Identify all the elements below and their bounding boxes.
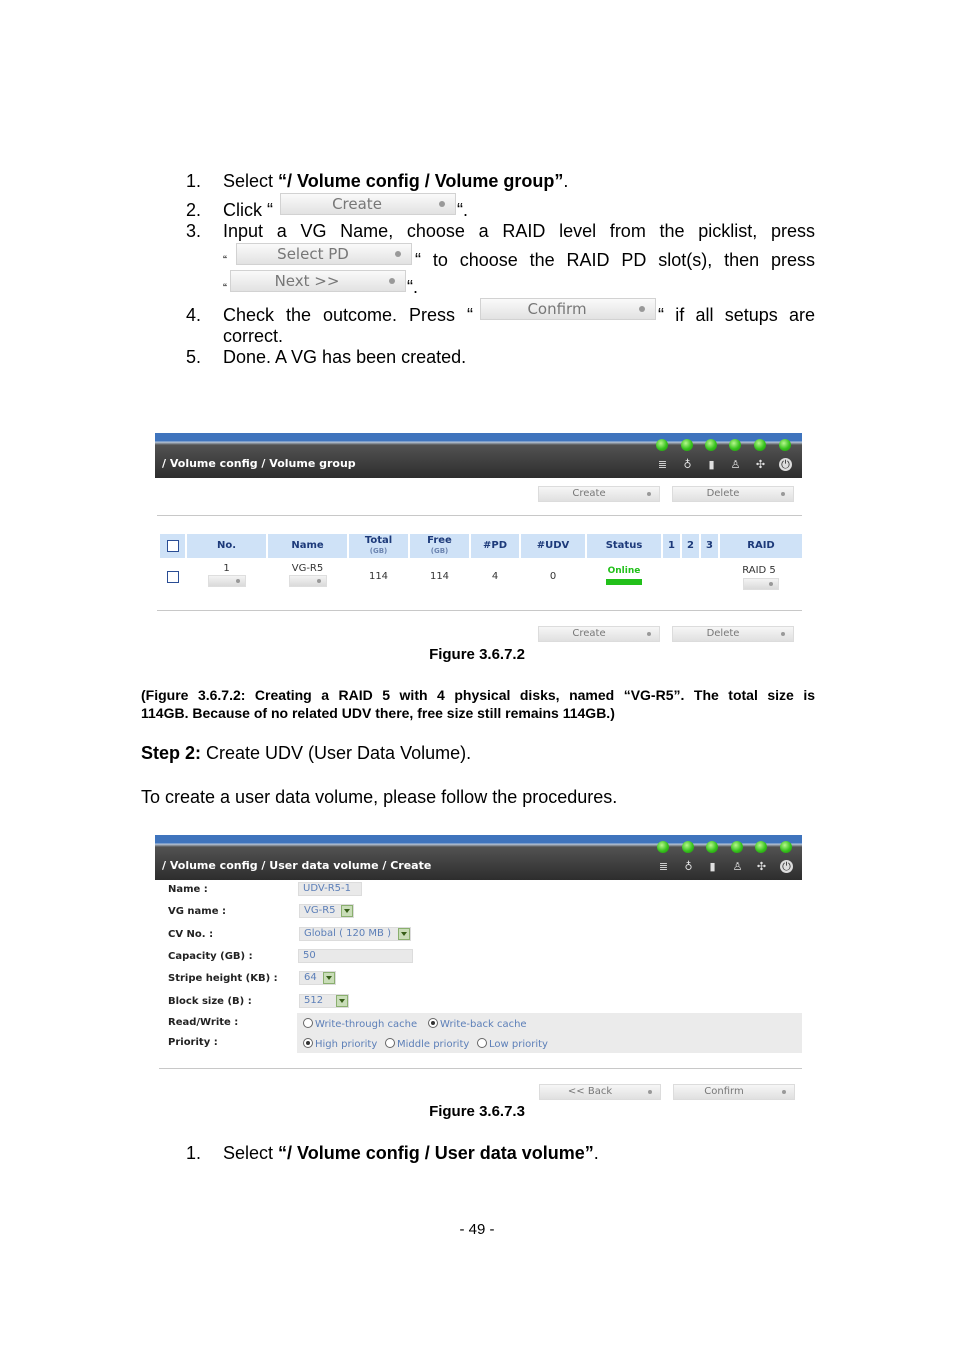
status-led <box>682 841 694 853</box>
col-label-text: Total <box>364 535 393 546</box>
radio-label: Middle priority <box>397 1039 470 1050</box>
col-3 <box>701 534 718 558</box>
button-dot <box>639 306 645 312</box>
col-name <box>268 534 347 558</box>
button-label: Confirm <box>704 1086 744 1097</box>
col-label: No. <box>216 540 237 551</box>
figure-label: Figure 3.6.7.3 <box>429 1103 525 1120</box>
chevron-down-icon <box>336 995 348 1007</box>
col-label: 2 <box>687 540 694 551</box>
step-number: 4. <box>186 305 202 325</box>
high-priority-radio[interactable] <box>303 1038 377 1050</box>
radio-circle <box>385 1038 395 1048</box>
button-dot <box>781 632 785 636</box>
radio-label: Write-back cache <box>440 1019 527 1030</box>
raid-menu-button[interactable] <box>743 578 779 590</box>
database-icon[interactable]: ≣ <box>658 860 669 873</box>
button-dot <box>389 278 395 284</box>
button-label: Create <box>572 488 606 499</box>
button-label: Create <box>332 195 382 213</box>
confirm-button-image <box>480 298 656 320</box>
step-1-text <box>223 171 568 192</box>
col-label: #UDV <box>536 540 570 551</box>
caption-line: 114GB. Because of no related UDV there, free size still remains 114GB.) <box>141 705 615 721</box>
cv-no-label: CV No. : <box>168 929 214 940</box>
next-button-image <box>230 270 406 292</box>
button-label: Select PD <box>277 245 349 263</box>
select-value: Global ( 120 MB ) <box>304 928 391 939</box>
step-number: 3. <box>186 221 202 241</box>
cv-no-select[interactable] <box>299 927 411 941</box>
chevron-down-icon <box>323 972 335 984</box>
button-label: << Back <box>567 1086 613 1097</box>
chevron-down-icon <box>398 928 410 940</box>
step2-heading <box>141 743 471 764</box>
step-number: 1. <box>186 171 202 191</box>
button-label: Create <box>572 628 606 639</box>
status-led <box>754 439 766 451</box>
step-text: Select <box>223 171 279 191</box>
col-unit: (GB) <box>369 547 388 555</box>
status-led <box>705 439 717 451</box>
button-dot <box>395 251 401 257</box>
chevron-down-icon <box>341 905 353 917</box>
status-led <box>656 439 668 451</box>
confirm-button[interactable] <box>673 1084 795 1100</box>
write-through-radio[interactable] <box>303 1018 417 1030</box>
caption-line: (Figure 3.6.7.2: Creating a RAID 5 with 4 physical disks, named “VG-R5”. The total size is <box>141 687 815 703</box>
col-label: Name <box>291 540 324 551</box>
col-unit: (GB) <box>430 547 449 555</box>
divider <box>157 515 802 516</box>
power-supply-icon[interactable]: ▮ <box>709 860 716 873</box>
button-dot <box>782 1090 786 1094</box>
cell-free: 114 <box>429 571 450 582</box>
col-free <box>410 534 469 558</box>
create-button-image <box>280 193 456 215</box>
delete-button-bottom[interactable] <box>672 626 794 642</box>
step-text: . <box>563 171 569 191</box>
title-bar <box>155 835 802 880</box>
col-1 <box>663 534 680 558</box>
vg-name-label: VG name : <box>168 906 226 917</box>
button-label: Delete <box>706 628 740 639</box>
col-pd <box>471 534 519 558</box>
stripe-height-label: Stripe height (KB) : <box>168 973 278 984</box>
user-icon[interactable]: ♙ <box>732 860 743 873</box>
step-text: . <box>593 1143 599 1163</box>
button-dot <box>781 492 785 496</box>
col-total <box>349 534 408 558</box>
block-size-select[interactable] <box>299 994 349 1008</box>
database-icon[interactable]: ≣ <box>657 458 668 471</box>
button-label: Next >> <box>274 272 340 290</box>
col-raid <box>720 534 802 558</box>
step-text: “ to choose the RAID PD slot(s), then press <box>415 250 815 270</box>
vg-name-select[interactable] <box>299 904 354 918</box>
thermometer-icon[interactable]: ♁ <box>684 860 693 873</box>
button-label: Delete <box>706 488 740 499</box>
button-dot <box>439 201 445 207</box>
low-priority-radio[interactable] <box>477 1038 548 1050</box>
col-label <box>349 535 408 557</box>
col-label: RAID <box>747 540 775 551</box>
button-dot <box>647 492 651 496</box>
col-label: 1 <box>668 540 675 551</box>
step-bold-path: “/ Volume config / Volume group” <box>278 171 564 191</box>
button-label: Confirm <box>527 300 587 318</box>
logout-icon[interactable]: ⏻ <box>779 458 792 471</box>
radio-circle <box>303 1018 313 1028</box>
capacity-field[interactable]: 50 <box>298 949 413 963</box>
step-text: “ <box>223 253 227 267</box>
panel-title: / Volume config / Volume group <box>162 457 356 470</box>
step-bold-path: “/ Volume config / User data volume” <box>278 1143 594 1163</box>
select-value: 64 <box>304 972 317 983</box>
step-text: correct. <box>223 326 284 346</box>
step-text: Select <box>223 1143 279 1163</box>
step-text: Input a VG Name, choose a RAID level from the picklist, press <box>223 221 815 241</box>
name-field[interactable]: UDV-R5-1 <box>298 882 362 896</box>
status-led <box>731 841 743 853</box>
step-text: “ <box>223 281 227 295</box>
divider <box>157 610 802 611</box>
delete-button[interactable] <box>672 486 794 502</box>
radio-label: Write-through cache <box>315 1019 418 1030</box>
col-label <box>410 535 469 557</box>
capacity-label: Capacity (GB) : <box>168 951 253 962</box>
stripe-height-select[interactable] <box>299 971 336 985</box>
select-all-header <box>160 534 185 558</box>
divider <box>159 1068 802 1069</box>
no-menu-button[interactable] <box>208 575 246 587</box>
select-pd-button-image <box>236 243 412 265</box>
status-bar <box>606 579 642 585</box>
title-bar <box>155 433 802 478</box>
name-label: Name : <box>168 884 208 895</box>
create-button[interactable] <box>538 486 660 502</box>
step-text: Check the outcome. Press “ <box>223 305 473 325</box>
radio-circle <box>428 1018 438 1028</box>
block-size-label: Block size (B) : <box>168 996 252 1007</box>
step-text: Click “ <box>223 200 273 220</box>
page-number: - 49 - <box>459 1221 495 1238</box>
panel-title: / Volume config / User data volume / Create <box>162 859 432 872</box>
status-led <box>755 841 767 853</box>
status-led <box>780 841 792 853</box>
select-value: 512 <box>304 995 324 1006</box>
intro-text: To create a user data volume, please follow the procedures. <box>141 787 618 807</box>
logout-icon[interactable]: ⏻ <box>780 860 793 873</box>
create-button-bottom[interactable] <box>538 626 660 642</box>
cell-raid: RAID 5 <box>742 565 776 576</box>
fan-icon[interactable]: ✣ <box>755 458 766 471</box>
step-text: “. <box>407 277 418 297</box>
row-checkbox[interactable] <box>167 571 179 583</box>
step-number: 5. <box>186 347 202 367</box>
select-value: VG-R5 <box>304 905 336 916</box>
step2-bold: Step 2: <box>141 743 202 763</box>
status-badge: Online <box>607 566 641 576</box>
status-led <box>681 439 693 451</box>
col-label: #PD <box>482 540 507 551</box>
step-text: Done. A VG has been created. <box>223 347 467 367</box>
select-all-checkbox[interactable] <box>167 540 179 552</box>
step-number: 1. <box>186 1143 202 1163</box>
step-number: 2. <box>186 200 202 220</box>
col-label-text: Free <box>427 535 452 546</box>
radio-label: High priority <box>315 1039 378 1050</box>
thermometer-icon[interactable]: ♁ <box>683 458 692 471</box>
button-dot <box>647 632 651 636</box>
radio-circle <box>303 1038 313 1048</box>
priority-label: Priority : <box>168 1037 218 1048</box>
status-led <box>779 439 791 451</box>
col-label: Status <box>605 540 643 551</box>
step-text: “. <box>457 200 468 220</box>
status-led <box>657 841 669 853</box>
radio-label: Low priority <box>489 1039 548 1050</box>
col-udv <box>521 534 585 558</box>
cell-udv: 0 <box>549 571 557 582</box>
col-label: 3 <box>706 540 713 551</box>
step-text: “ if all setups are <box>658 305 815 325</box>
user-icon[interactable]: ♙ <box>730 458 741 471</box>
back-button[interactable] <box>539 1084 661 1100</box>
col-2 <box>682 534 699 558</box>
step2-text: Create UDV (User Data Volume). <box>201 743 472 763</box>
write-back-radio[interactable] <box>428 1018 527 1030</box>
step-text <box>223 1143 599 1164</box>
fan-icon[interactable]: ✣ <box>756 860 767 873</box>
cell-no: 1 <box>223 563 230 574</box>
col-no <box>187 534 266 558</box>
status-led <box>729 439 741 451</box>
cell-name: VG-R5 <box>291 563 324 574</box>
col-status <box>587 534 661 558</box>
figure-label: Figure 3.6.7.2 <box>429 646 525 663</box>
power-supply-icon[interactable]: ▮ <box>708 458 715 471</box>
radio-circle <box>477 1038 487 1048</box>
cell-pd: 4 <box>491 571 499 582</box>
name-menu-button[interactable] <box>289 575 327 587</box>
cell-total: 114 <box>368 571 389 582</box>
middle-priority-radio[interactable] <box>385 1038 469 1050</box>
read-write-label: Read/Write : <box>168 1017 239 1028</box>
status-led <box>706 841 718 853</box>
button-dot <box>648 1090 652 1094</box>
